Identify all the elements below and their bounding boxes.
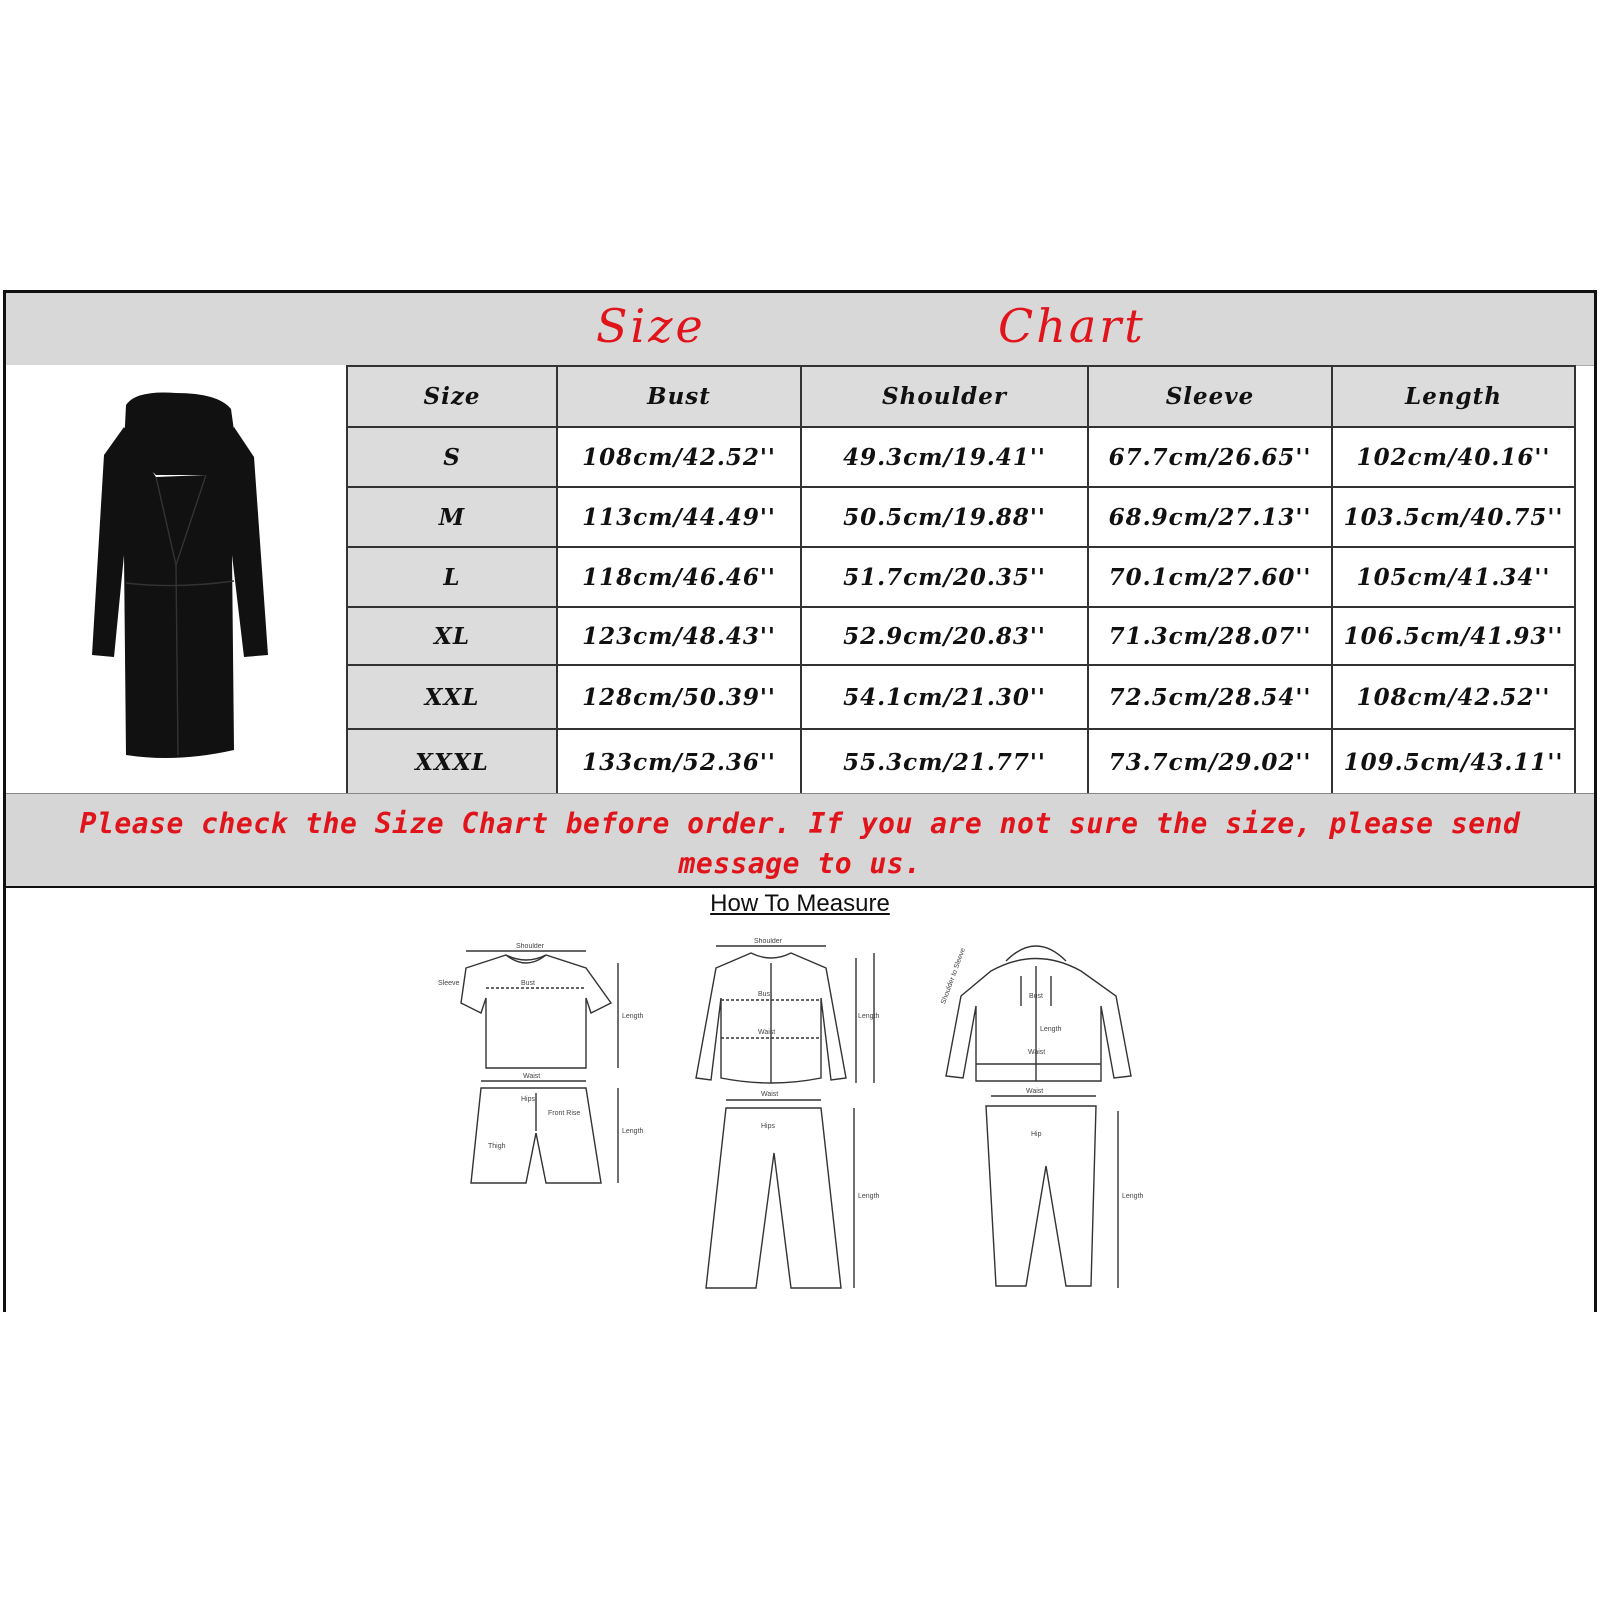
label-length: Length	[858, 1013, 880, 1020]
label-length: Length	[858, 1193, 880, 1200]
table-row	[347, 487, 1575, 547]
title-size: Size	[596, 299, 706, 353]
notice-bar	[6, 793, 1594, 889]
shirt-pants-icon	[686, 938, 916, 1298]
length-cell: 103.5cm/40.75''	[1332, 487, 1575, 547]
size-cell: M	[347, 487, 557, 547]
label-bust: Bust	[521, 980, 536, 987]
label-length: Length	[1040, 1026, 1062, 1033]
shirt-pants-diagram	[686, 938, 916, 1298]
label-length: Length	[622, 1128, 644, 1135]
label-hip: Hip	[1031, 1131, 1042, 1138]
table-row	[347, 427, 1575, 487]
bust-cell: 108cm/42.52''	[557, 427, 801, 487]
how-to-measure-area	[6, 888, 1594, 1312]
bust-cell: 133cm/52.36''	[557, 729, 801, 795]
length-cell: 109.5cm/43.11''	[1332, 729, 1575, 795]
sleeve-cell: 68.9cm/27.13''	[1088, 487, 1332, 547]
notice-text: Please check the Size Chart before order. If you are not sure the size, please send message to us.	[79, 807, 1521, 880]
label-bust: Bust	[1029, 993, 1044, 1000]
label-shoulder: Shoulder	[754, 938, 783, 945]
label-bust: Bust	[758, 991, 773, 998]
label-sleeve: Sleeve	[438, 980, 460, 987]
shoulder-cell: 52.9cm/20.83''	[801, 607, 1088, 665]
hoodie-joggers-diagram	[936, 936, 1176, 1298]
table-row	[347, 729, 1575, 795]
table-row	[347, 665, 1575, 729]
label-waist: Waist	[1028, 1049, 1046, 1056]
shoulder-cell: 50.5cm/19.88''	[801, 487, 1088, 547]
length-cell: 108cm/42.52''	[1332, 665, 1575, 729]
table-row	[347, 607, 1575, 665]
header-length: Length	[1332, 366, 1575, 427]
title-chart: Chart	[998, 299, 1146, 353]
label-length: Length	[1122, 1193, 1144, 1200]
shoulder-cell: 55.3cm/21.77''	[801, 729, 1088, 795]
shoulder-cell: 49.3cm/19.41''	[801, 427, 1088, 487]
label-waist: Waist	[523, 1073, 541, 1080]
size-cell: XL	[347, 607, 557, 665]
label-waist: Waist	[761, 1091, 779, 1098]
header-size: Size	[347, 366, 557, 427]
hoodie-joggers-icon	[936, 936, 1176, 1298]
header-bust: Bust	[557, 366, 801, 427]
tshirt-shorts-diagram	[426, 943, 666, 1223]
header-shoulder: Shoulder	[801, 366, 1088, 427]
label-length: Length	[622, 1013, 644, 1020]
label-shoulder: Shoulder	[516, 943, 545, 950]
size-chart-sheet	[3, 290, 1597, 1312]
bust-cell: 113cm/44.49''	[557, 487, 801, 547]
size-cell: S	[347, 427, 557, 487]
label-waist: Waist	[1026, 1088, 1044, 1095]
sleeve-cell: 67.7cm/26.65''	[1088, 427, 1332, 487]
sleeve-cell: 73.7cm/29.02''	[1088, 729, 1332, 795]
shoulder-cell: 54.1cm/21.30''	[801, 665, 1088, 729]
bust-cell: 118cm/46.46''	[557, 547, 801, 607]
header-sleeve: Sleeve	[1088, 366, 1332, 427]
product-image-area	[6, 365, 346, 793]
label-shoulder-to-sleeve: Shoulder to Sleeve	[940, 947, 968, 1006]
label-hips: Hips	[761, 1123, 776, 1130]
sleeve-cell: 72.5cm/28.54''	[1088, 665, 1332, 729]
shoulder-cell: 51.7cm/20.35''	[801, 547, 1088, 607]
length-cell: 102cm/40.16''	[1332, 427, 1575, 487]
label-hips: Hips	[521, 1096, 536, 1103]
sleeve-cell: 70.1cm/27.60''	[1088, 547, 1332, 607]
sleeve-cell: 71.3cm/28.07''	[1088, 607, 1332, 665]
bust-cell: 128cm/50.39''	[557, 665, 801, 729]
size-cell: L	[347, 547, 557, 607]
size-cell: XXXL	[347, 729, 557, 795]
bust-cell: 123cm/48.43''	[557, 607, 801, 665]
length-cell: 105cm/41.34''	[1332, 547, 1575, 607]
label-waist: Waist	[758, 1029, 776, 1036]
title-bar	[6, 293, 1594, 366]
label-thigh: Thigh	[488, 1143, 506, 1150]
label-front-rise: Front Rise	[548, 1110, 581, 1117]
table-header-row	[347, 366, 1575, 427]
table-row	[347, 547, 1575, 607]
how-to-measure-heading: How To Measure	[710, 890, 890, 917]
length-cell: 106.5cm/41.93''	[1332, 607, 1575, 665]
tshirt-shorts-icon	[426, 943, 666, 1223]
hooded-robe-icon	[6, 365, 346, 793]
size-cell: XXL	[347, 665, 557, 729]
size-table	[346, 365, 1576, 796]
